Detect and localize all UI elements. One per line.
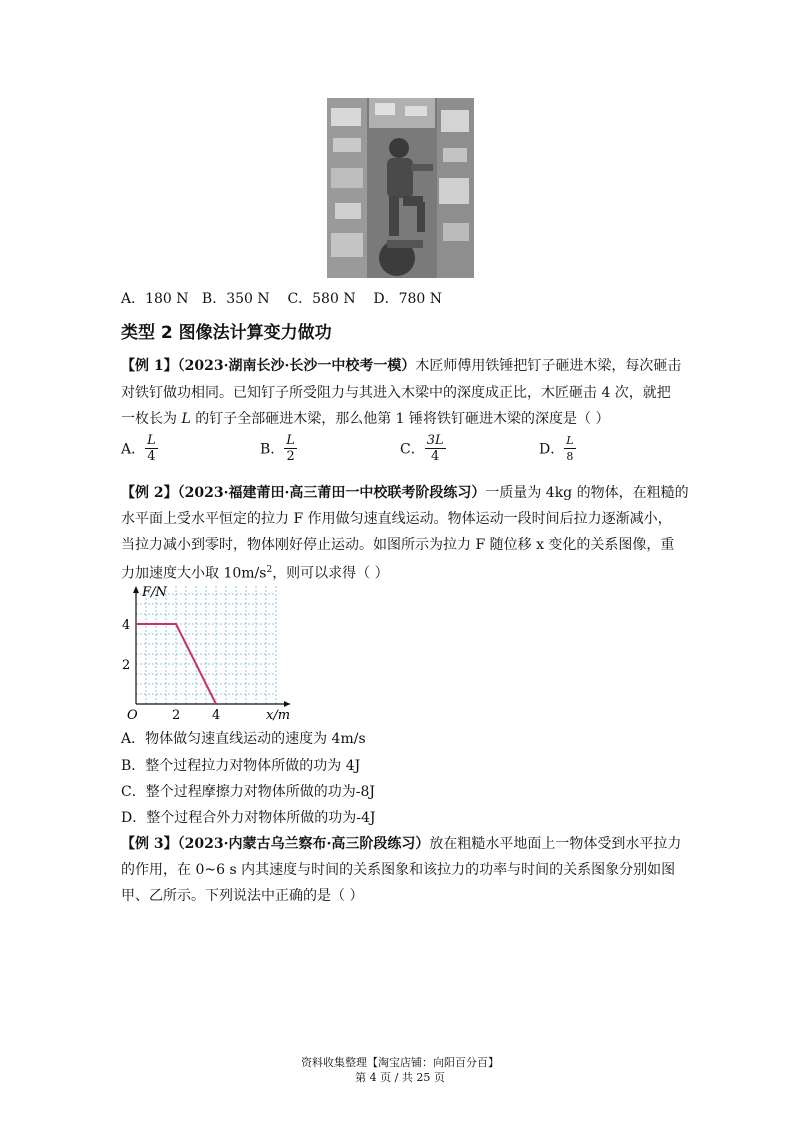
y-axis-arrow [133, 586, 139, 593]
example-2-option-b: B．整个过程拉力对物体所做的功为 4J [121, 758, 361, 774]
example-text: 力加速度大小取 10m/s [121, 565, 267, 582]
example-source: （2023·内蒙古乌兰察布·高三阶段练习） [177, 836, 430, 852]
example-3-line-1 [121, 834, 681, 854]
example-label: 【例 2】 [121, 485, 178, 501]
section-heading: 类型 2 图像法计算变力做功 [121, 323, 332, 343]
option-d: D．780 N [373, 291, 443, 307]
x-tick-label: 2 [172, 708, 181, 723]
numerator: 3L [426, 433, 444, 448]
example-1-line-2: 对铁钉做功相同。已知钉子所受阻力与其进入木梁中的深度成正比，木匠砸击 4 次，就把 [121, 385, 671, 401]
example-text: 放在粗糙水平地面上一物体受到水平拉力 [429, 836, 682, 852]
example-text: ，则可以求得（ ） [272, 565, 389, 582]
footer-store-note: 资料收集整理【淘宝店铺：向阳百分百】 [301, 1056, 499, 1069]
astronaut-photo [327, 98, 474, 278]
example-1-options [121, 433, 681, 469]
example-2-line-1 [121, 483, 689, 503]
option-b [260, 433, 297, 464]
fraction [284, 433, 297, 464]
option-letter: C． [400, 441, 425, 458]
y-tick-label: 4 [122, 618, 131, 633]
x-tick-label: 4 [212, 708, 221, 723]
example-2-line-2: 水平面上受水平恒定的拉力 F 作用做匀速直线运动。物体运动一段时间后拉力逐渐减小， [121, 511, 672, 527]
example-3-line-2: 的作用，在 0~6 s 内其速度与时间的关系图象和该拉力的功率与时间的关系图象分别如图 [121, 862, 676, 878]
y-tick-label: 2 [122, 658, 131, 673]
x-axis-label: x/m [266, 708, 291, 723]
fraction [145, 433, 158, 464]
option-a: A．180 N [121, 291, 189, 307]
option-c: C．580 N [287, 291, 356, 307]
option-b: B．350 N [201, 291, 270, 307]
denominator: 4 [147, 449, 156, 464]
example-label: 【例 3】 [121, 836, 178, 852]
example-source: （2023·福建莆田·高三莆田一中校联考阶段练习） [177, 485, 486, 501]
superscript: 2 [266, 565, 273, 575]
example-text: 木匠师傅用铁锤把钉子砸进木梁，每次砸击 [415, 358, 682, 374]
variable-l: L [181, 411, 191, 427]
example-3-line-3: 甲、乙所示。下列说法中正确的是（ ） [121, 888, 364, 904]
fraction [425, 433, 446, 464]
option-letter: A． [121, 441, 146, 458]
example-1-line-1 [121, 356, 681, 376]
example-2-option-a: A．物体做匀速直线运动的速度为 4m/s [121, 731, 366, 747]
option-letter: B． [260, 441, 285, 458]
force-displacement-chart [118, 582, 298, 724]
example-source: （2023·湖南长沙·长沙一中校考一模） [177, 358, 416, 374]
example-label: 【例 1】 [121, 358, 178, 374]
denominator: 8 [566, 450, 574, 463]
option-d [539, 433, 576, 464]
option-a [121, 433, 158, 464]
y-axis-label: F/N [142, 585, 167, 600]
denominator: 2 [286, 449, 295, 464]
option-c [400, 433, 446, 464]
denominator: 4 [431, 449, 440, 464]
origin-label: O [127, 708, 138, 723]
example-text: 一枚长为 [121, 411, 182, 427]
numerator: L [286, 433, 295, 448]
example-2-line-4 [121, 560, 389, 584]
prev-question-options [121, 289, 442, 309]
example-2-option-d: D．整个过程合外力对物体所做的功为-4J [121, 810, 376, 826]
option-letter: D． [539, 441, 565, 458]
example-2-line-3: 当拉力减小到零时，物体刚好停止运动。如图所示为拉力 F 随位移 x 变化的关系图像，重 [121, 537, 675, 553]
fraction [564, 433, 575, 464]
numerator: L [566, 434, 574, 447]
x-axis-arrow [284, 701, 290, 707]
example-2-option-c: C．整个过程摩擦力对物体所做的功为-8J [121, 784, 375, 800]
numerator: L [147, 433, 156, 448]
footer-page-number: 第 4 页 / 共 25 页 [355, 1071, 445, 1084]
example-1-line-3 [121, 409, 609, 429]
example-text: 一质量为 4kg 的物体，在粗糙的 [485, 485, 689, 501]
example-text: 的钉子全部砸进木梁，那么他第 1 锤将铁钉砸进木梁的深度是（ ） [190, 411, 610, 427]
chart-svg [118, 582, 298, 724]
